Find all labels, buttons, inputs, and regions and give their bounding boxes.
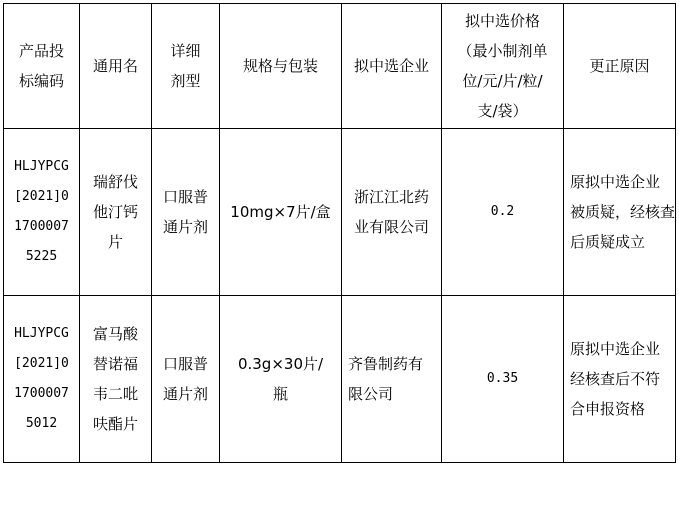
header-row — [4, 4, 676, 129]
product-code-cell: HLJYPCG [2021]0 1700007 5225 — [4, 129, 80, 296]
company-cell: 浙江江北药 业有限公司 — [342, 129, 442, 296]
spec-packaging-cell: 10mg×7片/盒 — [220, 129, 342, 296]
header-dosage-form: 详细 剂型 — [152, 4, 220, 129]
header-spec-packaging: 规格与包装 — [220, 4, 342, 129]
reason-cell: 原拟中选企业 被质疑，经核查 后质疑成立 — [564, 129, 676, 296]
header-selected-price: 拟中选价格 （最小制剂单 位/元/片/粒/ 支/袋） — [442, 4, 564, 129]
dosage-form-cell: 口服普 通片剂 — [152, 296, 220, 463]
generic-name-cell: 富马酸 替诺福 韦二吡 呋酯片 — [80, 296, 152, 463]
reason-cell: 原拟中选企业 经核查后不符 合申报资格 — [564, 296, 676, 463]
spec-packaging-cell: 0.3g×30片/ 瓶 — [220, 296, 342, 463]
header-generic-name: 通用名 — [80, 4, 152, 129]
table-row — [4, 296, 676, 463]
header-selected-company: 拟中选企业 — [342, 4, 442, 129]
price-cell: 0.35 — [442, 296, 564, 463]
company-cell: 齐鲁制药有 限公司 — [342, 296, 442, 463]
dosage-form-cell: 口服普 通片剂 — [152, 129, 220, 296]
correction-table — [3, 3, 676, 463]
price-cell: 0.2 — [442, 129, 564, 296]
generic-name-cell: 瑞舒伐 他汀钙 片 — [80, 129, 152, 296]
table-row — [4, 129, 676, 296]
header-correction-reason: 更正原因 — [564, 4, 676, 129]
product-code-cell: HLJYPCG [2021]0 1700007 5012 — [4, 296, 80, 463]
header-product-code: 产品投 标编码 — [4, 4, 80, 129]
